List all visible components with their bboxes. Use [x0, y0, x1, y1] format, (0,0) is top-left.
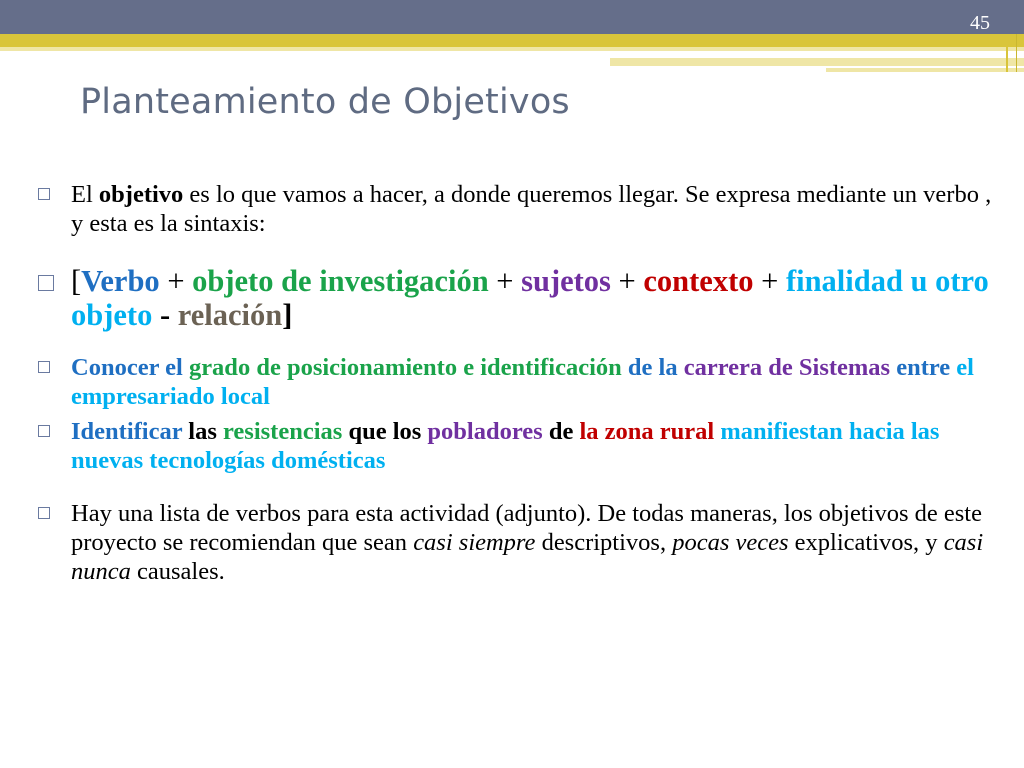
example-connector: las — [182, 418, 217, 445]
bullet-square-icon — [38, 507, 50, 519]
example-verbo: Conocer el — [71, 354, 183, 381]
bullet-text: causales. — [130, 558, 225, 585]
example-connector: que los — [342, 418, 422, 445]
example-contexto: la zona rural — [573, 418, 715, 445]
accent-vertical-line-thin — [1016, 34, 1017, 72]
slide-content — [38, 180, 998, 586]
accent-stripe-short — [826, 68, 1024, 72]
bullet-text: explicativos, y — [788, 529, 944, 556]
bullet-text: descriptivos, — [535, 529, 673, 556]
bullet-example-1 — [38, 353, 998, 411]
italic-casi-siempre: casi siempre — [413, 529, 536, 556]
bullet-syntax — [38, 264, 998, 332]
syntax-verbo: Verbo — [81, 264, 160, 298]
header-stripe-light — [0, 47, 1024, 51]
example-objeto: grado de posicionamiento e identificación — [182, 354, 622, 381]
syntax-objeto: objeto de investigación — [192, 264, 489, 298]
example-connector: entre — [890, 354, 951, 381]
minus-sign: - — [152, 298, 178, 332]
bullet-square-icon — [38, 425, 50, 437]
bullet-text: es lo que vamos a hacer, a donde queremos llegar. Se expresa mediante un verbo , y esta es la sintaxis: — [71, 181, 992, 237]
bracket-open: [ — [71, 264, 82, 298]
bullet-example-2 — [38, 417, 998, 475]
example-finalidad: manifiestan hacia las nuevas tecnologías domésticas — [71, 418, 940, 474]
accent-vertical-line — [1006, 34, 1008, 72]
syntax-relacion: relación — [177, 298, 283, 332]
accent-stripe — [610, 58, 1024, 66]
header-stripe — [0, 34, 1024, 47]
slide-number: 45 — [970, 12, 990, 34]
syntax-contexto: contexto — [643, 264, 754, 298]
bullet-text: El — [71, 181, 99, 208]
italic-casi-nunca: casi nunca — [71, 529, 984, 585]
keyword-objetivo: objetivo — [98, 181, 184, 208]
example-sujetos: pobladores — [421, 418, 543, 445]
header-bar — [0, 0, 1024, 34]
bullet-recommendation — [38, 499, 998, 586]
slide-title: Planteamiento de Objetivos — [80, 82, 570, 122]
plus-sign: + — [159, 264, 193, 298]
syntax-sujetos: sujetos — [521, 264, 611, 298]
plus-sign: + — [753, 264, 786, 298]
example-objeto: resistencias — [216, 418, 343, 445]
example-contexto: el empresariado local — [71, 354, 974, 410]
bullet-square-icon — [38, 188, 50, 200]
bullet-text: Hay una lista de verbos para esta actividad (adjunto). De todas maneras, los objetivos de este proyecto se recomiendan que sean — [71, 500, 982, 556]
example-connector: de la — [621, 354, 678, 381]
bracket-close: ] — [282, 298, 293, 332]
bullet-square-icon — [38, 361, 50, 373]
bullet-definition — [38, 180, 998, 238]
example-sujetos: carrera de Sistemas — [677, 354, 891, 381]
bullet-square-icon — [38, 275, 54, 291]
syntax-finalidad: finalidad u otro objeto — [71, 264, 989, 332]
example-verbo: Identificar — [71, 418, 183, 445]
plus-sign: + — [610, 264, 644, 298]
italic-pocas-veces: pocas veces — [672, 529, 789, 556]
example-connector: de — [542, 418, 574, 445]
plus-sign: + — [488, 264, 522, 298]
